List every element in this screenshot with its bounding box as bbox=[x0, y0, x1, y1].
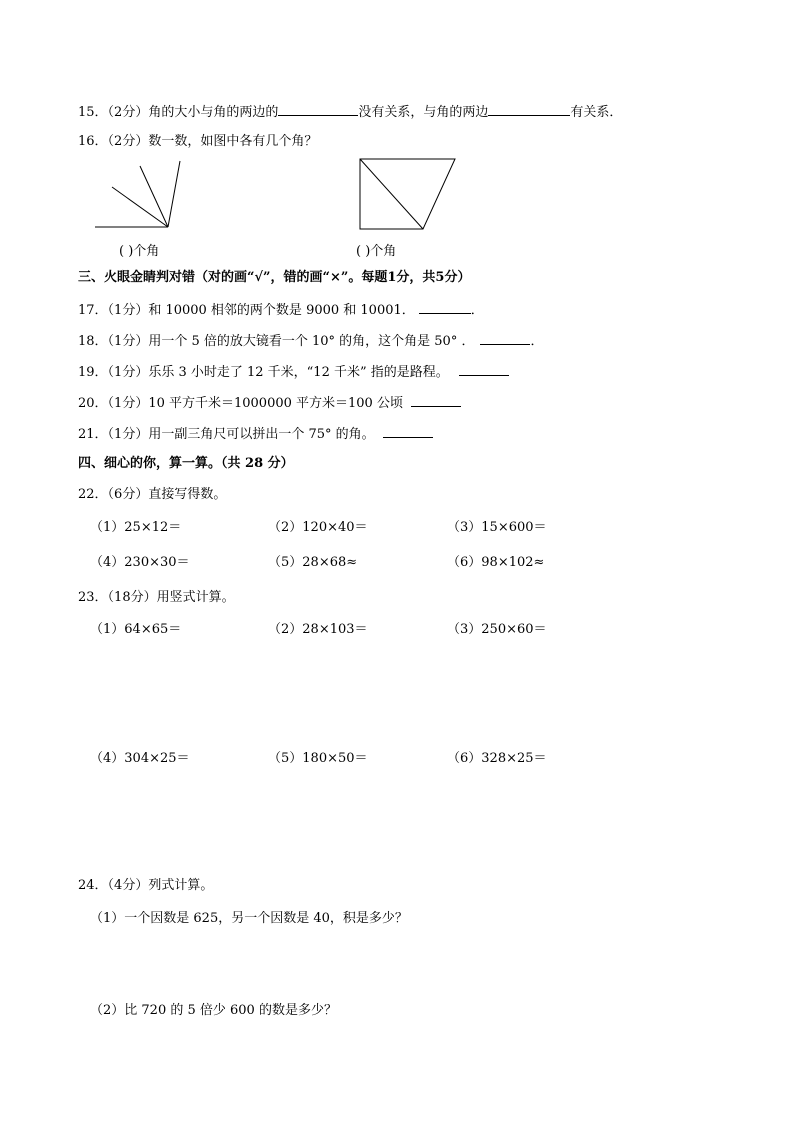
question-24-stem: 24．（4分）列式计算。 bbox=[78, 878, 214, 893]
q23-item-5: （5）180×50＝ bbox=[268, 751, 368, 766]
section-3-title: 三、火眼金睛判对错（对的画“√”，错的画“×”。每题1分，共5分） bbox=[78, 270, 471, 285]
q23-item-6: （6）328×25＝ bbox=[447, 751, 547, 766]
question-17 bbox=[78, 301, 484, 319]
q15-text-b: 没有关系，与角的两边 bbox=[358, 105, 489, 120]
question-23-stem: 23．（18分）用竖式计算。 bbox=[78, 590, 235, 605]
q22-item-2: （2）120×40＝ bbox=[268, 520, 368, 535]
q20-text: 20．（1分）10 平方千米＝1000000 平方米＝100 公顷 bbox=[78, 396, 403, 411]
q23-item-1: （1）64×65＝ bbox=[90, 622, 182, 637]
q15-blank-1[interactable] bbox=[278, 103, 358, 116]
q18-end: ． bbox=[530, 334, 544, 349]
figure-rays-angle bbox=[90, 156, 210, 236]
q23-item-2: （2）28×103＝ bbox=[268, 622, 368, 637]
q22-item-6: （6）98×102≈ bbox=[447, 555, 545, 570]
q21-blank[interactable] bbox=[383, 425, 433, 438]
q22-item-4: （4）230×30＝ bbox=[90, 555, 190, 570]
q18-blank[interactable] bbox=[480, 332, 530, 345]
q19-blank[interactable] bbox=[459, 363, 509, 376]
q21-text: 21．（1分）用一副三角尺可以拼出一个 75° 的角。 bbox=[78, 427, 375, 442]
q15-blank-2[interactable] bbox=[488, 103, 570, 116]
q23-item-3: （3）250×60＝ bbox=[447, 622, 547, 637]
q16-answer-1[interactable]: ( )个角 bbox=[119, 244, 160, 259]
q17-blank[interactable] bbox=[419, 301, 471, 314]
q15-text-a: 15．（2分）角的大小与角的两边的 bbox=[78, 105, 279, 120]
section-4-title: 四、细心的你，算一算。（共 28 分） bbox=[78, 456, 294, 471]
q23-item-4: （4）304×25＝ bbox=[90, 751, 190, 766]
q19-text: 19．（1分）乐乐 3 小时走了 12 千米，“12 千米” 指的是路程。 bbox=[78, 365, 449, 380]
question-18 bbox=[78, 332, 543, 350]
q24-part-2: （2）比 720 的 5 倍少 600 的数是多少？ bbox=[90, 1003, 337, 1018]
q24-part-1: （1）一个因数是 625，另一个因数是 40，积是多少？ bbox=[90, 911, 408, 926]
q22-item-3: （3）15×600＝ bbox=[447, 520, 547, 535]
question-22-stem: 22．（6分）直接写得数。 bbox=[78, 487, 227, 502]
q17-end: ． bbox=[470, 303, 484, 318]
q15-text-c: 有关系． bbox=[570, 105, 623, 120]
question-20 bbox=[78, 394, 461, 412]
q22-item-1: （1）25×12＝ bbox=[90, 520, 182, 535]
question-15 bbox=[78, 103, 622, 121]
q20-blank[interactable] bbox=[411, 394, 461, 407]
q22-item-5: （5）28×68≈ bbox=[268, 555, 358, 570]
question-16-stem: 16．（2分）数一数，如图中各有几个角？ bbox=[78, 134, 318, 149]
q18-text: 18．（1分）用一个 5 倍的放大镜看一个 10° 的角，这个角是 50° ． bbox=[78, 334, 475, 349]
q17-text: 17．（1分）和 10000 相邻的两个数是 9000 和 10001． bbox=[78, 303, 415, 318]
question-21 bbox=[78, 425, 433, 443]
figure-trapezoid bbox=[355, 154, 465, 234]
q16-answer-2[interactable]: ( )个角 bbox=[356, 244, 397, 259]
question-19 bbox=[78, 363, 509, 381]
